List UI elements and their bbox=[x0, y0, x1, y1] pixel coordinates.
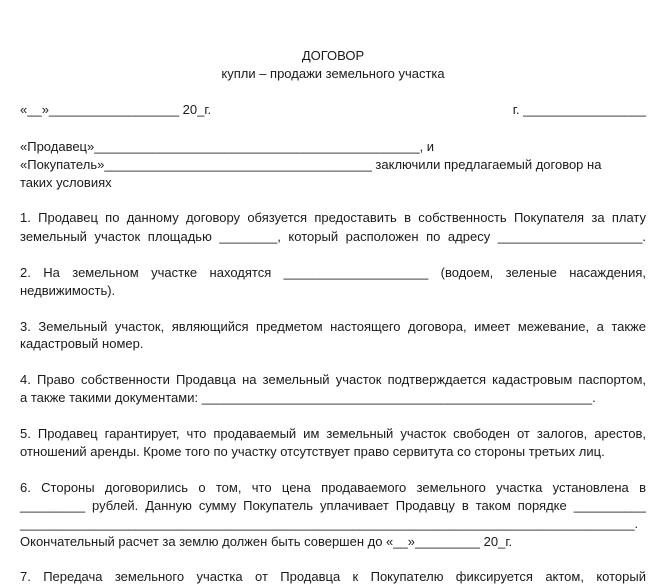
clause-1-line-2: земельный участок площадью ________, который расположен по адресу ____________________. bbox=[20, 229, 646, 244]
clause-6-line-1: 6. Стороны договорились о том, что цена продаваемого земельного участка установлена в bbox=[20, 480, 646, 495]
clause-5-line-1: 5. Продавец гарантирует, что продаваемый им земельный участок свободен от залогов, арестов, bbox=[20, 426, 646, 441]
clause-6-line-2: _________ рублей. Данную сумму Покупатель уплачивает Продавцу в таком порядке __________ bbox=[20, 498, 646, 513]
clause-7-line-1: 7. Передача земельного участка от Продавца к Покупателю фиксируется актом, который bbox=[20, 569, 646, 584]
document-subtitle: купли – продажи земельного участка bbox=[221, 66, 445, 81]
clause-4-line-2: а также такими документами: ______________________________________________________. bbox=[20, 390, 596, 405]
party-buyer: «Покупатель»_____________________________________ заключили предлагаемый договор на bbox=[20, 157, 602, 172]
contract-document bbox=[20, 0, 646, 586]
clause-2-line-2: недвижимость). bbox=[20, 283, 116, 298]
document-title: ДОГОВОР bbox=[301, 48, 365, 63]
clause-4-line-1: 4. Право собственности Продавца на земельный участок подтверждается кадастровым паспортом, bbox=[20, 372, 646, 387]
party-terms: таких условиях bbox=[20, 175, 112, 190]
clause-3-line-1: 3. Земельный участок, являющийся предметом настоящего договора, имеет межевание, а также bbox=[20, 319, 646, 334]
clause-5-line-2: отношений аренды. Кроме того по участку отсутствует право сервитута со стороны третьих лиц. bbox=[20, 444, 605, 459]
clause-1-line-1: 1. Продавец по данному договору обязуется предоставить в собственность Покупателя за плату bbox=[20, 210, 646, 225]
party-seller: «Продавец»_____________________________________________, и bbox=[20, 139, 435, 154]
clause-2-line-1: 2. На земельном участке находятся ____________________ (водоем, зеленые насаждения, bbox=[20, 265, 646, 280]
contract-date: «__»__________________ 20_г. bbox=[20, 102, 212, 117]
contract-place: г. _________________ bbox=[512, 102, 646, 117]
clause-6-line-3: _____________________________________________________________________________________. bbox=[20, 516, 639, 531]
date-place-row bbox=[20, 101, 646, 118]
clause-3-line-2: кадастровый номер. bbox=[20, 336, 144, 351]
clause-6-line-4: Окончательный расчет за землю должен быть совершен до «__»_________ 20_г. bbox=[20, 534, 513, 549]
